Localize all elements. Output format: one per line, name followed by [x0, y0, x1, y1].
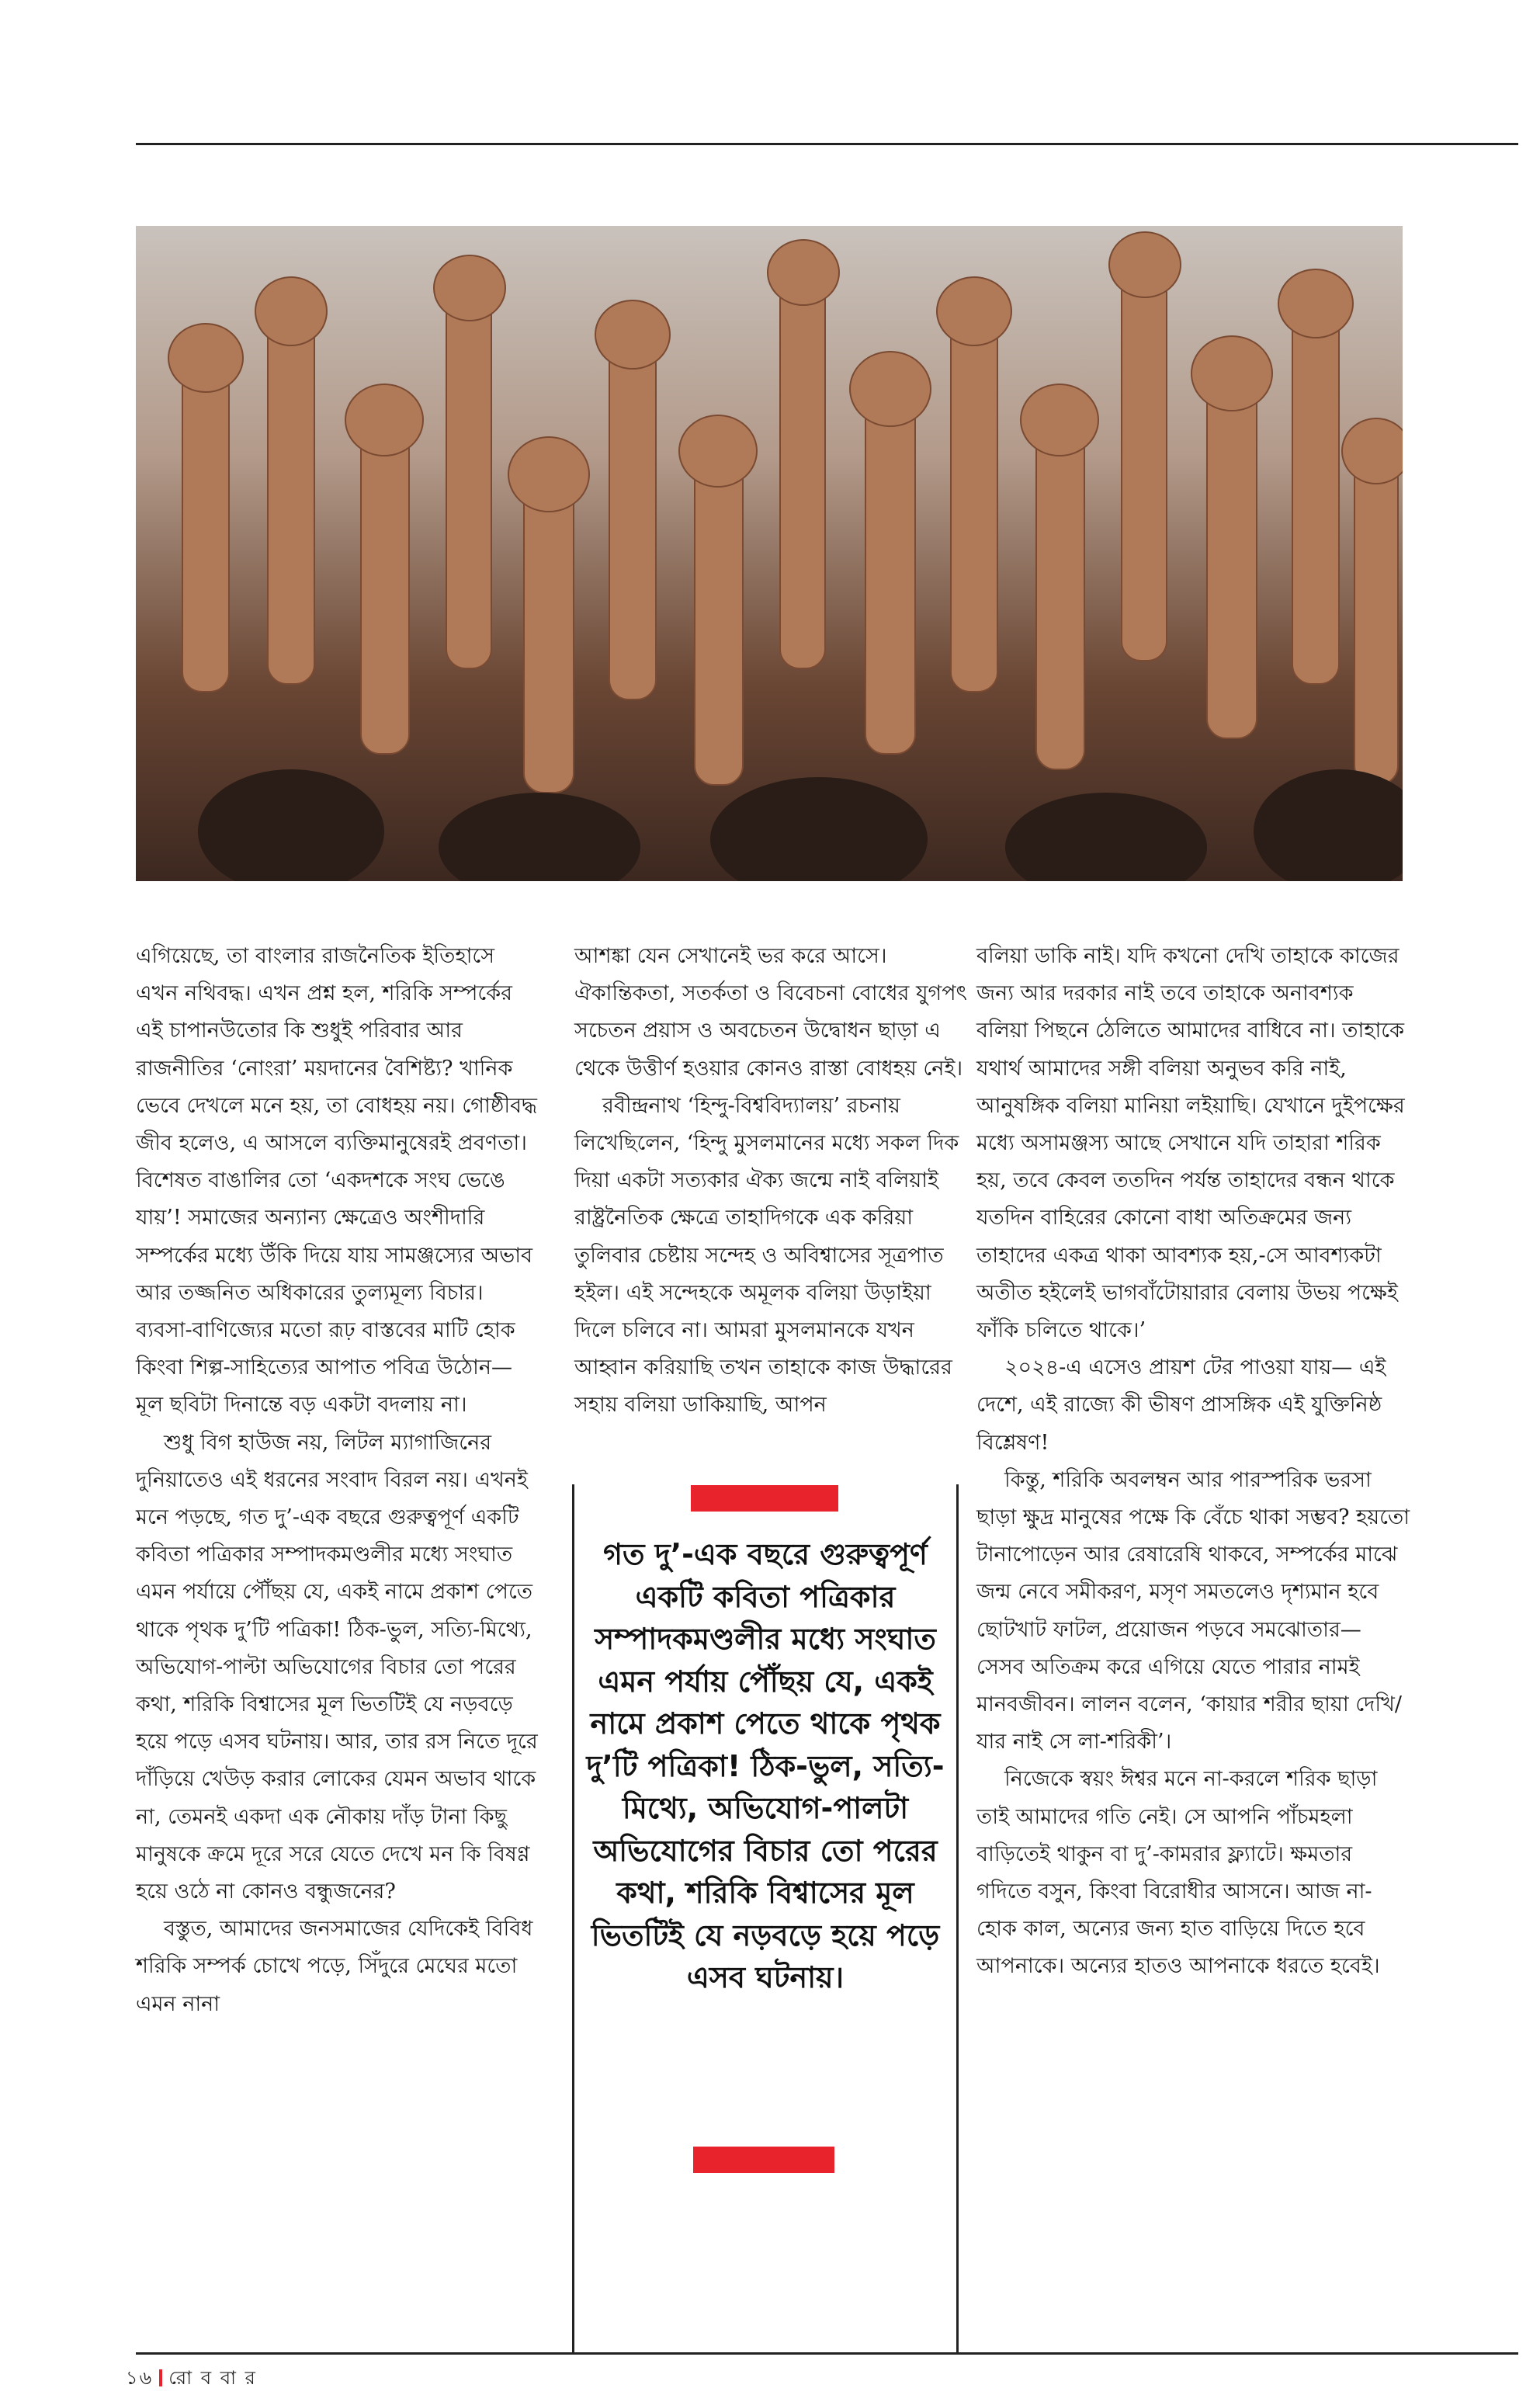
column-divider-right: [956, 1484, 959, 2352]
pullquote-bottom-bar: [693, 2147, 834, 2173]
page-number: ১৬: [126, 2367, 154, 2389]
paragraph: আশঙ্কা যেন সেখানেই ভর করে আসে। ঐকান্তিকতা, সতর্কতা ও বিবেচনা বোধের যুগপৎ সচেতন প্রয়াস ও অবচেতন উদ্বোধন ছাড়া এ থেকে উত্তীর্ণ হওয়ার কোনও রাস্তা বোধহয় নেই।: [574, 944, 967, 1081]
article-column-2: [574, 938, 978, 1425]
pullquote-top-bar: [691, 1485, 838, 1512]
paragraph: বস্তুত, আমাদের জনসমাজের যেদিকেই বিবিধ শরিকি সম্পর্ক চোখে পড়ে, সিঁদুরে মেঘের মতো এমন নানা: [136, 1917, 533, 2016]
paragraph: শুধু বিগ হাউজ নয়, লিটল ম্যাগাজিনের দুনিয়াতেও এই ধরনের সংবাদ বিরল নয়। এখনই মনে পড়ছে, গত দু’-এক বছরে গুরুত্বপূর্ণ একটি কবিতা পত্রিকার সম্পাদকমণ্ডলীর মধ্যে সংঘাত এমন পর্যায়ে পৌঁছয় যে, একই নামে প্রকাশ পেতে থাকে পৃথক দু’টি পত্রিকা! ঠিক-ভুল, সত্যি-মিথ্যে, অভিযোগ-পাল্টা অভিযোগের বিচার তো পরের কথা, শরিকি বিশ্বাসের মূল ভিতটিই যে নড়বড়ে হয়ে পড়ে এসব ঘটনায়। আর, তার রস নিতে দূরে দাঁড়িয়ে খেউড় করার লোকের যেমন অভাব থাকে না, তেমনই একদা এক নৌকায় দাঁড় টানা কিছু মানুষকে ক্রমে দূরে সরে যেতে দেখে মন কি বিষণ্ণ হয়ে ওঠে না কোনও বন্ধুজনের?: [136, 1430, 538, 1904]
paragraph: নিজেকে স্বয়ং ঈশ্বর মনে না-করলে শরিক ছাড়া তাই আমাদের গতি নেই। সে আপনি পাঁচমহলা বাড়িতেই থাকুন বা দু’-কামরার ফ্ল্যাটে। ক্ষমতার গদিতে বসুন, কিংবা বিরোধীর আসনে। আজ না-হোক কাল, অন্যের জন্য হাত বাড়িয়ে দিতে হবে আপনাকে। অন্যের হাতও আপনাকে ধরতে হবেই।: [976, 1767, 1380, 1979]
paragraph: এগিয়েছে, তা বাংলার রাজনৈতিক ইতিহাসে এখন নথিবদ্ধ। এখন প্রশ্ন হল, শরিকি সম্পর্কের এই চাপানউতোর কি শুধুই পরিবার আর রাজনীতির ‘নোংরা’ ময়দানের বৈশিষ্ট্য? খানিক ভেবে দেখলে মনে হয়, তা বোধহয় নয়। গোষ্ঠীবদ্ধ জীব হলেও, এ আসলে ব্যক্তিমানুষেরই প্রবণতা। বিশেষত বাঙালির তো ‘একদশকে সংঘ ভেঙে যায়’! সমাজের অন্যান্য ক্ষেত্রেও অংশীদারি সম্পর্কের মধ্যে উঁকি দিয়ে যায় সামঞ্জস্যের অভাব আর তজ্জনিত অধিকারের তুল্যমূল্য বিচার। ব্যবসা-বাণিজ্যের মতো রূঢ় বাস্তবের মাটি হোক কিংবা শিল্প-সাহিত্যের আপাত পবিত্র উঠোন— মূল ছবিটা দিনান্তে বড় একটা বদলায় না।: [136, 944, 537, 1418]
footer-separator: [159, 2369, 162, 2386]
publication-name: রো ব বা র: [168, 2367, 257, 2389]
paragraph: রবীন্দ্রনাথ ‘হিন্দু-বিশ্ববিদ্যালয়’ রচনায় লিখেছিলেন, ‘হিন্দু মুসলমানের মধ্যে সকল দিক দিয়া একটা সত্যকার ঐক্য জন্মে নাই বলিয়াই রাষ্ট্রনৈতিক ক্ষেত্রে তাহাদিগকে এক করিয়া তুলিবার চেষ্টায় সন্দেহ ও অবিশ্বাসের সূত্রপাত হইল। এই সন্দেহকে অমূলক বলিয়া উড়াইয়া দিলে চলিবে না। আমরা মুসলমানকে যখন আহ্বান করিয়াছি তখন তাহাকে কাজ উদ্ধারের সহায় বলিয়া ডাকিয়াছি, আপন: [574, 1093, 959, 1418]
page-footer: [126, 2364, 257, 2395]
pullquote: গত দু’-এক বছরে গুরুত্বপূর্ণ একটি কবিতা পত্রিকার সম্পাদকমণ্ডলীর মধ্যে সংঘাত এমন পর্যায় পৌঁছয় যে, একই নামে প্রকাশ পেতে থাকে পৃথক দু’টি পত্রিকা! ঠিক-ভুল, সত্যি-মিথ্যে, অভিযোগ-পালটা অভিযোগের বিচার তো পরের কথা, শরিকি বিশ্বাসের মূল ভিতটিই যে নড়বড়ে হয়ে পড়ে এসব ঘটনায়।: [586, 1537, 945, 1994]
crowd-illustration: [136, 226, 1403, 881]
crowd-fists-photo: [136, 226, 1403, 881]
column-divider-left: [572, 1484, 574, 2352]
footer-rule: [136, 2352, 1518, 2355]
paragraph: বলিয়া ডাকি নাই। যদি কখনো দেখি তাহাকে কাজের জন্য আর দরকার নাই তবে তাহাকে অনাবশ্যক বলিয়া পিছনে ঠেলিতে আমাদের বাধিবে না। তাহাকে যথার্থ আমাদের সঙ্গী বলিয়া অনুভব করি নাই, আনুষঙ্গিক বলিয়া মানিয়া লইয়াছি। যেখানে দুইপক্ষের মধ্যে অসামঞ্জস্য আছে সেখানে যদি তাহারা শরিক হয়, তবে কেবল ততদিন পর্যন্ত তাহাদের বন্ধন থাকে যতদিন বাহিরের কোনো বাধা অতিক্রমের জন্য তাহাদের একত্র থাকা আবশ্যক হয়,-সে আবশ্যকটা অতীত হইলেই ভাগবাঁটোয়ারার বেলায় উভয় পক্ষেই ফাঁকি চলিতে থাকে।’: [976, 944, 1405, 1343]
paragraph: কিন্তু, শরিকি অবলম্বন আর পারস্পরিক ভরসা ছাড়া ক্ষুদ্র মানুষের পক্ষে কি বেঁচে থাকা সম্ভব? হয়তো টানাপোড়েন আর রেষারেষি থাকবে, সম্পর্কের মাঝে জন্ম নেবে সমীকরণ, মসৃণ সমতলেও দৃশ্যমান হবে ছোটখাট ফাটল, প্রয়োজন পড়বে সমঝোতার— সেসব অতিক্রম করে এগিয়ে যেতে পারার নামই মানবজীবন। লালন বলেন, ‘কায়ার শরীর ছায়া দেখি/ যার নাই সে লা-শরিকী’।: [976, 1467, 1410, 1755]
header-rule: [136, 143, 1518, 145]
article-column-3: [976, 938, 1411, 1986]
paragraph: ২০২৪-এ এসেও প্রায়শ টের পাওয়া যায়— এই দেশে, এই রাজ্যে কী ভীষণ প্রাসঙ্গিক এই যুক্তিনিষ্ঠ বিশ্লেষণ!: [976, 1355, 1386, 1455]
article-column-1: [136, 938, 539, 2023]
